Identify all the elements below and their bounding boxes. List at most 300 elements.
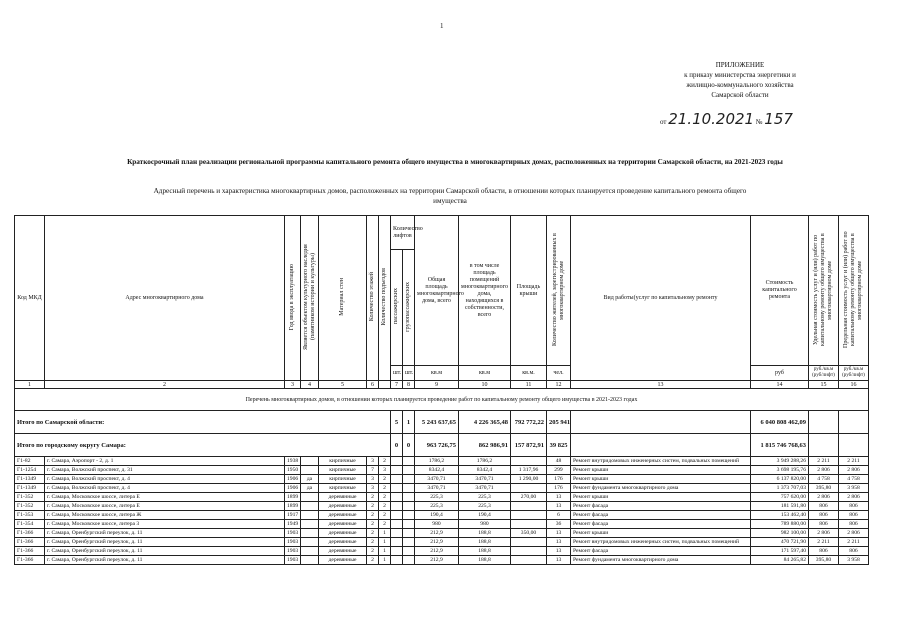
cell-id: Г1-366: [15, 538, 45, 547]
cell-entrances: 1: [379, 556, 391, 565]
table-row: [15, 457, 869, 466]
cell-empty: [391, 511, 403, 520]
cell-empty: [391, 475, 403, 484]
cell-empty: [391, 466, 403, 475]
cell-empty: [403, 520, 415, 529]
header-lifts: Количество лифтов: [391, 216, 415, 250]
cell-cost: 171 597,40: [751, 547, 809, 556]
document-subtitle: Адресный перечень и характеристика многоквартирных домов, расположенных на территории Самарской области, в отношении которых планируется проведение капитального ремонта общего имущества: [153, 187, 747, 205]
cell-max-cost: 2 806: [839, 529, 869, 538]
cell-id: Г1-366: [15, 547, 45, 556]
header-walls: [319, 216, 367, 381]
header-id: Код МКД: [15, 216, 45, 381]
cell-heritage: [301, 520, 319, 529]
cell-area-total: 190,4: [415, 511, 459, 520]
total-area-total: 5 243 637,65: [415, 411, 459, 434]
cell-residents: 6: [547, 511, 571, 520]
header-residents: [547, 216, 571, 366]
cell-floors: 3: [367, 457, 379, 466]
cell-empty: [391, 547, 403, 556]
cell-floors: 2: [367, 556, 379, 565]
cell-year: 1917: [285, 511, 301, 520]
cell-floors: 3: [367, 475, 379, 484]
cell-entrances: 1: [379, 538, 391, 547]
cell-year: 1899: [285, 493, 301, 502]
cell-id: Г1-366: [15, 529, 45, 538]
header-unit-cost-text: Удельная стоимость услуг и (или) работ по капитальному ремонту общего имущества в многоквартирном доме: [813, 233, 833, 346]
cell-area-total: 212,9: [415, 529, 459, 538]
cell-walls: деревянные: [319, 502, 367, 511]
cell-floors: 2: [367, 493, 379, 502]
total-residents: 205 941: [547, 411, 571, 434]
cell-max-cost: 806: [839, 547, 869, 556]
header-lifts-pass: [391, 250, 403, 366]
cell-unit-cost: 395,80: [809, 556, 839, 565]
cell-year: 1903: [285, 547, 301, 556]
cell-address: г. Самара, Московское шоссе, литера Е: [45, 502, 285, 511]
col-num: 10: [459, 381, 511, 389]
table-row: [15, 484, 869, 493]
cell-area-total: 212,9: [415, 538, 459, 547]
cell-cost: 982 100,00: [751, 529, 809, 538]
cell-unit-cost: 806: [809, 547, 839, 556]
total-empty: [571, 411, 751, 434]
cell-cost: 1 373 707,03: [751, 484, 809, 493]
table-row: [15, 466, 869, 475]
cell-id: Г1-352: [15, 493, 45, 502]
cell-area-total: 8342,4: [415, 466, 459, 475]
cell-unit-cost: 4 758: [809, 475, 839, 484]
cell-empty: [403, 529, 415, 538]
cell-walls: кирпичные: [319, 466, 367, 475]
cell-entrances: 1: [379, 547, 391, 556]
cell-heritage: [301, 529, 319, 538]
cell-address: г. Самара, Московское шоссе, литера Е: [45, 493, 285, 502]
cell-empty: [403, 511, 415, 520]
cell-entrances: 2: [379, 493, 391, 502]
col-num: 15: [809, 381, 839, 389]
cell-walls: деревянные: [319, 493, 367, 502]
cell-cost: 757 620,00: [751, 493, 809, 502]
header-entrances: [379, 216, 391, 381]
cell-works: Ремонт фасада: [571, 502, 751, 511]
cell-area-total: 3470,71: [415, 484, 459, 493]
cell-area-owned: 188,8: [459, 538, 511, 547]
cell-cost: 789 880,00: [751, 520, 809, 529]
cell-id: Г1-352: [15, 502, 45, 511]
header-max-cost: [839, 216, 869, 366]
cell-area-owned: 3470,71: [459, 475, 511, 484]
unit-cell: руб: [751, 366, 809, 381]
cell-year: 1903: [285, 538, 301, 547]
cell-max-cost: 2 211: [839, 457, 869, 466]
header-address: Адрес многоквартирного дома: [45, 216, 285, 381]
col-num: 7: [391, 381, 403, 389]
cell-area-total: 1786,2: [415, 457, 459, 466]
rows-body: [15, 457, 869, 565]
capital-repair-table: [14, 215, 869, 565]
cell-empty: [403, 502, 415, 511]
section-title: Перечень многоквартирных домов, в отношении которых планируется проведение работ по капитальному ремонту общего имущества в 2021-2023 годах: [15, 389, 869, 411]
cell-cost: 470 721,90: [751, 538, 809, 547]
col-num: 9: [415, 381, 459, 389]
cell-area-owned: 8342,4: [459, 466, 511, 475]
col-num: [379, 381, 391, 389]
cell-works: Ремонт фасада: [571, 520, 751, 529]
cell-floors: 2: [367, 547, 379, 556]
cell-floors: 2: [367, 511, 379, 520]
total-empty: [571, 434, 751, 457]
cell-heritage: да: [301, 475, 319, 484]
cell-year: 1903: [285, 529, 301, 538]
cell-unit-cost: 806: [809, 511, 839, 520]
table-row: [15, 529, 869, 538]
cell-year: 1949: [285, 520, 301, 529]
cell-roof-area: [511, 538, 547, 547]
cell-unit-cost: 806: [809, 520, 839, 529]
cell-area-owned: 3470,71: [459, 484, 511, 493]
cell-empty: [403, 475, 415, 484]
total-area-owned: 862 986,91: [459, 434, 511, 457]
total-lifts-cargo: 1: [403, 411, 415, 434]
cell-max-cost: 3 958: [839, 484, 869, 493]
header-walls-text: Материал стен: [339, 278, 345, 316]
cell-roof-area: 1 290,00: [511, 475, 547, 484]
cell-id: Г1-1349: [15, 475, 45, 484]
header-lifts-cargo-text: грузопассажирских: [405, 281, 411, 332]
cell-id: Г1-82: [15, 457, 45, 466]
cell-heritage: [301, 547, 319, 556]
column-number-row: [15, 381, 869, 389]
cell-cost: 3 949 288,26: [751, 457, 809, 466]
col-num: 2: [45, 381, 285, 389]
cell-cost: 153 462,40: [751, 511, 809, 520]
cell-address: г. Самара, Оренбургский переулок, д. 11: [45, 547, 285, 556]
unit-cell: кв.м: [415, 366, 459, 381]
cell-floors: 2: [367, 538, 379, 547]
cell-address: г. Самара, Оренбургский переулок, д. 11: [45, 556, 285, 565]
unit-cell: чел.: [547, 366, 571, 381]
total-area-total: 963 726,75: [415, 434, 459, 457]
table-row: [15, 511, 869, 520]
cell-id: Г1-354: [15, 520, 45, 529]
cell-works: Ремонт крыши: [571, 475, 751, 484]
cell-max-cost: 806: [839, 511, 869, 520]
cell-roof-area: [511, 457, 547, 466]
cell-area-owned: 188,8: [459, 529, 511, 538]
total-label: Итого по городскому округу Самара:: [15, 434, 391, 457]
total-roof-area: 157 872,91: [511, 434, 547, 457]
table-row: [15, 493, 869, 502]
cell-walls: кирпичные: [319, 475, 367, 484]
total-area-owned: 4 226 365,48: [459, 411, 511, 434]
cell-heritage: [301, 502, 319, 511]
cell-empty: [403, 484, 415, 493]
cell-walls: деревянные: [319, 511, 367, 520]
cell-entrances: 2: [379, 457, 391, 466]
cell-walls: кирпичные: [319, 484, 367, 493]
cell-max-cost: 4 758: [839, 475, 869, 484]
cell-floors: 2: [367, 529, 379, 538]
col-num: 3: [285, 381, 301, 389]
cell-works: Ремонт крыши: [571, 529, 751, 538]
header-floors: [367, 216, 379, 381]
cell-residents: 299: [547, 466, 571, 475]
table-row: [15, 502, 869, 511]
cell-area-owned: 188,8: [459, 556, 511, 565]
cell-heritage: [301, 511, 319, 520]
cell-area-owned: 1786,2: [459, 457, 511, 466]
cell-area-total: 212,9: [415, 547, 459, 556]
total-row: [15, 411, 869, 434]
cell-empty: [403, 466, 415, 475]
unit-cell: кв.м.: [511, 366, 547, 381]
cell-works: Ремонт внутридомовых инженерных систем, подвальных помещений: [571, 457, 751, 466]
header-floors-text: Количество этажей: [369, 272, 375, 322]
header-residents-text: Количество жителей, зарегистрированных в многоквартирном доме: [551, 233, 565, 346]
cell-address: г. Самара, Аэропорт - 2, д. 1: [45, 457, 285, 466]
cell-year: 1906: [285, 484, 301, 493]
cell-max-cost: 2 806: [839, 493, 869, 502]
cell-unit-cost: 2 806: [809, 466, 839, 475]
unit-cell: руб./кв.м (руб/лифт): [839, 366, 869, 381]
header-heritage: [301, 216, 319, 381]
cell-max-cost: 2 211: [839, 538, 869, 547]
cell-roof-area: 350,00: [511, 529, 547, 538]
cell-address: г. Самара, Московское шоссе, литера 3: [45, 520, 285, 529]
cell-entrances: 2: [379, 484, 391, 493]
cell-works: Ремонт фасада: [571, 547, 751, 556]
cell-walls: деревянные: [319, 556, 367, 565]
header-max-cost-text: Предельная стоимость услуг и (или) работ по капитальному ремонту общего имущества в многоквартирном доме: [843, 231, 863, 348]
cell-address: г. Самара, Волжский проспект, д. 4: [45, 475, 285, 484]
cell-area-total: 212,9: [415, 556, 459, 565]
cell-roof-area: [511, 502, 547, 511]
cell-works: Ремонт фасада: [571, 511, 751, 520]
table-row: [15, 538, 869, 547]
cell-empty: [403, 493, 415, 502]
cell-empty: [403, 457, 415, 466]
col-num: 13: [571, 381, 751, 389]
cell-works: Ремонт крыши: [571, 493, 751, 502]
appendix-block: [640, 60, 840, 100]
cell-year: 1903: [285, 556, 301, 565]
cell-year: 1938: [285, 457, 301, 466]
total-cost: 1 815 746 768,63: [751, 434, 809, 457]
cell-roof-area: [511, 556, 547, 565]
cell-address: г. Самара, Оренбургский переулок, д. 11: [45, 529, 285, 538]
cell-cost: 181 591,80: [751, 502, 809, 511]
cell-empty: [391, 538, 403, 547]
header-year: [285, 216, 301, 381]
header-row: [15, 216, 869, 250]
cell-unit-cost: 395,80: [809, 484, 839, 493]
cell-area-owned: 188,8: [459, 547, 511, 556]
unit-cell: кв.м: [459, 366, 511, 381]
cell-area-total: 225,3: [415, 493, 459, 502]
cell-walls: кирпичные: [319, 457, 367, 466]
header-lifts-cargo: [403, 250, 415, 366]
table-row: [15, 556, 869, 565]
table-row: [15, 520, 869, 529]
appendix-line: Самарской области: [711, 91, 769, 99]
cell-walls: деревянные: [319, 529, 367, 538]
total-empty: [839, 434, 869, 457]
order-date: 21.10.2021: [668, 110, 755, 128]
appendix-line: жилищно-коммунального хозяйства: [686, 81, 794, 89]
col-num: 16: [839, 381, 869, 389]
cell-works: Ремонт крыши: [571, 466, 751, 475]
unit-cell: руб./кв.м (руб/лифт): [809, 366, 839, 381]
total-cost: 6 040 808 462,09: [751, 411, 809, 434]
cell-residents: 13: [547, 502, 571, 511]
cell-cost: 3 698 195,76: [751, 466, 809, 475]
cell-id: Г1-353: [15, 511, 45, 520]
appendix-line: ПРИЛОЖЕНИЕ: [715, 61, 765, 69]
total-label: Итого по Самарской области:: [15, 411, 391, 434]
cell-walls: деревянные: [319, 520, 367, 529]
cell-empty: [391, 556, 403, 565]
cell-max-cost: 3 958: [839, 556, 869, 565]
cell-entrances: 2: [379, 520, 391, 529]
totals-body: [15, 411, 869, 457]
cell-heritage: да: [301, 484, 319, 493]
cell-roof-area: 1 317,96: [511, 466, 547, 475]
cell-empty: [391, 493, 403, 502]
cell-unit-cost: 2 806: [809, 493, 839, 502]
col-num: 12: [547, 381, 571, 389]
cell-area-owned: 225,3: [459, 502, 511, 511]
cell-empty: [403, 547, 415, 556]
cell-works: Ремонт фундамента многоквартирного дома: [571, 556, 751, 565]
from-label: от: [660, 118, 667, 126]
cell-residents: 13: [547, 529, 571, 538]
total-lifts-pass: 0: [391, 434, 403, 457]
cell-residents: 13: [547, 547, 571, 556]
cell-roof-area: [511, 484, 547, 493]
header-area-total: Общая площадь многоквартирного дома, всего: [415, 216, 459, 366]
total-lifts-cargo: 0: [403, 434, 415, 457]
page-number: 1: [440, 22, 444, 30]
cell-roof-area: [511, 511, 547, 520]
document-title: Краткосрочный план реализации региональной программы капитального ремонта общего имущества в многоквартирных домах, расположенных на территории Самарской области, на 2021-2023 годы: [127, 158, 783, 166]
cell-floors: 3: [367, 484, 379, 493]
cell-area-total: 980: [415, 520, 459, 529]
cell-id: Г1-1254: [15, 466, 45, 475]
cell-unit-cost: 2 806: [809, 529, 839, 538]
cell-works: Ремонт внутридомовых инженерных систем, подвальных помещений: [571, 538, 751, 547]
cell-empty: [391, 520, 403, 529]
cell-entrances: 2: [379, 475, 391, 484]
cell-walls: деревянные: [319, 538, 367, 547]
header-area-owned: в том числе площадь помещений многоквартирного дома, находящихся в собственности, всего: [459, 216, 511, 366]
order-date-number: [660, 110, 793, 128]
unit-cell: шт.: [403, 366, 415, 381]
total-empty: [809, 434, 839, 457]
cell-entrances: 1: [379, 529, 391, 538]
cell-area-total: 225,3: [415, 502, 459, 511]
total-residents: 39 825: [547, 434, 571, 457]
table-row: [15, 547, 869, 556]
cell-area-owned: 190,4: [459, 511, 511, 520]
col-num: 8: [403, 381, 415, 389]
cell-heritage: [301, 466, 319, 475]
cell-address: г. Самара, Московское шоссе, литера Ж: [45, 511, 285, 520]
col-num: 14: [751, 381, 809, 389]
cell-roof-area: [511, 547, 547, 556]
appendix-line: к приказу министерства энергетики и: [684, 71, 796, 79]
cell-residents: 13: [547, 493, 571, 502]
cell-area-owned: 980: [459, 520, 511, 529]
cell-heritage: [301, 556, 319, 565]
total-row: [15, 434, 869, 457]
col-num: 1: [15, 381, 45, 389]
order-number: 157: [764, 110, 793, 128]
cell-residents: 176: [547, 475, 571, 484]
cell-floors: 7: [367, 466, 379, 475]
cell-unit-cost: 2 211: [809, 538, 839, 547]
cell-heritage: [301, 538, 319, 547]
col-num: 11: [511, 381, 547, 389]
cell-entrances: 3: [379, 466, 391, 475]
total-empty: [809, 411, 839, 434]
cell-unit-cost: 2 211: [809, 457, 839, 466]
header-unit-cost: [809, 216, 839, 366]
header-year-text: Год ввода в эксплуатацию: [289, 263, 295, 331]
cell-address: г. Самара, Волжский проспект, д. 4: [45, 484, 285, 493]
cell-roof-area: 270,00: [511, 493, 547, 502]
cell-heritage: [301, 493, 319, 502]
cell-entrances: 2: [379, 502, 391, 511]
cell-address: г. Самара, Волжский проспект, д. 31: [45, 466, 285, 475]
cell-id: Г1-366: [15, 556, 45, 565]
total-roof-area: 792 772,22: [511, 411, 547, 434]
cell-area-owned: 225,3: [459, 493, 511, 502]
cell-year: 1950: [285, 466, 301, 475]
cell-roof-area: [511, 520, 547, 529]
col-num: 6: [367, 381, 379, 389]
cell-empty: [391, 484, 403, 493]
unit-cell: шт.: [391, 366, 403, 381]
cell-residents: 13: [547, 538, 571, 547]
cell-residents: 13: [547, 556, 571, 565]
cell-id: Г1-1349: [15, 484, 45, 493]
cell-address: г. Самара, Оренбургский переулок, д. 11: [45, 538, 285, 547]
number-label: №: [755, 118, 763, 126]
header-works: Вид работы(услуг по капитальному ремонту: [571, 216, 751, 381]
cell-area-total: 3470,71: [415, 475, 459, 484]
cell-floors: 2: [367, 502, 379, 511]
cell-heritage: [301, 457, 319, 466]
cell-year: 1906: [285, 475, 301, 484]
cell-empty: [391, 502, 403, 511]
cell-year: 1899: [285, 502, 301, 511]
header-lifts-pass-text: пассажирских: [393, 288, 399, 325]
col-num: 5: [319, 381, 367, 389]
section-row: [15, 389, 869, 411]
cell-empty: [391, 529, 403, 538]
cell-max-cost: 806: [839, 520, 869, 529]
cell-residents: 36: [547, 520, 571, 529]
total-lifts-pass: 5: [391, 411, 403, 434]
cell-residents: 48: [547, 457, 571, 466]
cell-cost: 6 137 820,00: [751, 475, 809, 484]
cell-residents: 176: [547, 484, 571, 493]
cell-unit-cost: 806: [809, 502, 839, 511]
cell-floors: 2: [367, 520, 379, 529]
total-empty: [839, 411, 869, 434]
header-cost: Стоимость капитального ремонта: [751, 216, 809, 366]
